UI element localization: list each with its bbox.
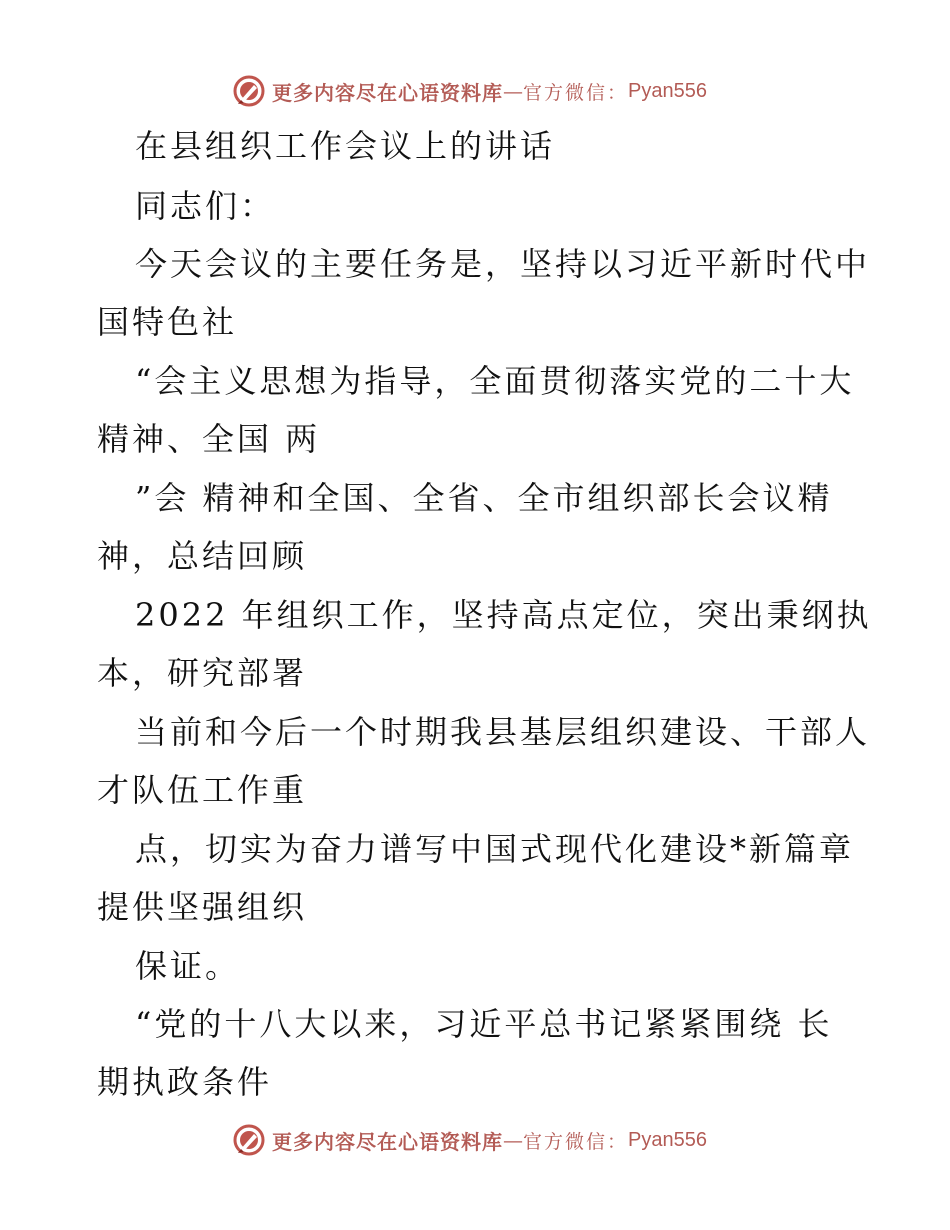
paragraph-line: 精神、全国 两 [97,420,321,458]
watermark-contact-id: Pyan556 [628,1128,707,1151]
watermark-contact-label: 官方微信： [523,81,629,104]
salutation: 同志们： [135,187,276,225]
document-title: 在县组织工作会议上的讲话 [135,127,556,165]
pen-logo-icon [232,74,266,108]
watermark-contact-label: 官方微信： [523,1130,629,1153]
footer-watermark [232,1120,707,1160]
header-watermark [232,71,707,111]
pen-logo-icon [232,1123,266,1157]
watermark-text: 更多内容尽在心语资料库 [272,80,503,105]
paragraph-line: 本，研究部署 [97,654,308,692]
paragraph-line: 提供坚强组织 [97,888,308,926]
paragraph-line: 点，切实为奋力谱写中国式现代化建设*新篇章 [135,830,855,868]
paragraph-line: ”会 精神和全国、全省、全市组织部长会议精 [135,479,833,517]
paragraph-line: 神，总结回顾 [97,537,308,575]
paragraph-line: 才队伍工作重 [97,771,308,809]
watermark-text: 更多内容尽在心语资料库 [272,1129,503,1154]
watermark-contact-id: Pyan556 [628,79,707,102]
paragraph-line: “党的十八大以来，习近平总书记紧紧围绕 长 [135,1005,833,1043]
watermark-separator: — [503,79,523,103]
paragraph-line: “会主义思想为指导，全面贯彻落实党的二十大 [135,362,855,400]
watermark-separator: — [503,1128,523,1152]
paragraph-line: 国特色社 [97,303,238,341]
paragraph-line: 保证。 [135,947,241,985]
paragraph-line: 今天会议的主要任务是，坚持以习近平新时代中 [135,245,871,283]
paragraph-line: 期执政条件 [97,1063,273,1101]
paragraph-line: 2022 年组织工作，坚持高点定位，突出秉纲执 [135,596,872,634]
paragraph-line: 当前和今后一个时期我县基层组织建设、干部人 [135,713,871,751]
